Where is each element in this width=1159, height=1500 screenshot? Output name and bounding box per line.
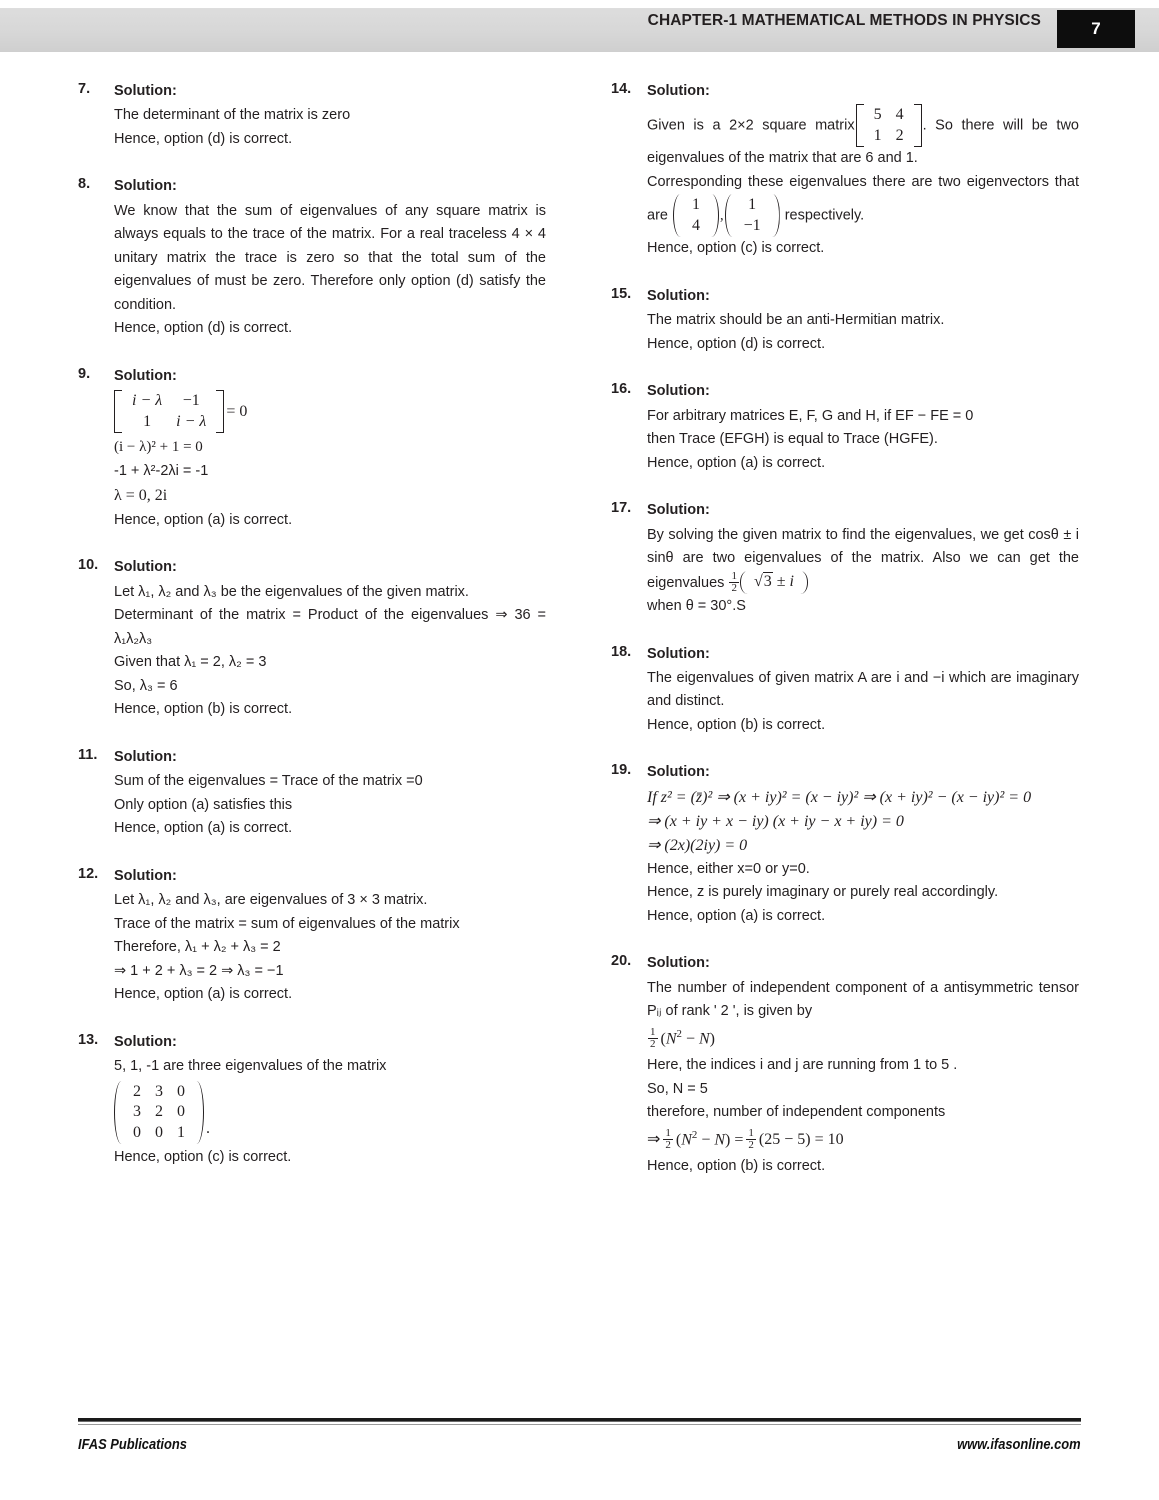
left-column [78,80,546,1194]
matrix-cell: 0 [177,1103,185,1121]
column-vector-1 [673,194,719,237]
formula-expression: $(N^2 - N)$ = [675,1128,744,1148]
solution-heading: Solution: [114,1033,177,1050]
solution-number: 13. [78,1031,99,1048]
bracket-right-icon [216,390,224,433]
solution-item-8 [78,175,546,340]
solution-line: Sum of the eigenvalues = Trace of the matrix =0 [114,773,423,790]
text-before-matrix: Given is a 2×2 square matrix [647,117,855,134]
solution-line: Hence, option (b) is correct. [647,716,826,733]
solution-item-18 [611,643,1079,738]
equation-line: Given that λ₁ = 2, λ₂ = 3 [114,654,267,671]
equation-suffix: . [206,1120,210,1138]
solution-line: The determinant of the matrix is zero [114,107,351,124]
solution-line: Hence, option (d) is correct. [647,335,826,352]
right-column [611,80,1079,1202]
equation-line: (i − λ)² + 1 = 0 [114,439,203,456]
solution-heading: Solution: [647,645,710,662]
matrix-cell: i − λ [132,392,163,410]
solution-heading: Solution: [647,502,710,519]
bracket-right-icon [914,104,922,147]
solution-paragraph: By solving the given matrix to find the eigenvalues, we get cosθ ± i sinθ are two eigenvalues of the matrix. Also we can get the eigenvalues [647,526,1079,591]
math-block-line: ⇒ (x + iy + x − iy) (x + iy − x + iy) = 0 [647,812,904,830]
solution-item-19 [611,761,1079,928]
matrix-cell: 1 [873,126,882,144]
paren-group [740,571,808,593]
solution-line: when θ = 30°.S [647,598,746,615]
solution-number: 20. [611,953,632,970]
math-block-line: If z² = (z̄)² ⇒ (x + iy)² = (x − iy)² ⇒ (x + iy)² − (x − iy)² = 0 [647,788,1032,806]
solution-item-10 [78,556,546,721]
eigenvector-paragraph [647,171,1079,237]
matrix-cell: 1 [177,1123,185,1141]
solution-heading: Solution: [114,867,177,884]
solution-heading: Solution: [647,955,710,972]
solution-body [114,865,546,1007]
solution-body [114,80,546,151]
paren-left-icon [740,571,749,593]
formula-expression: $(N^2 - N)$ [660,1027,715,1048]
solution-line: Hence, option (b) is correct. [114,701,293,718]
publisher-name: IFAS Publications [78,1436,187,1453]
matrix-cell: 0 [155,1123,163,1141]
solution-heading: Solution: [647,764,710,781]
math-block-line: ⇒ (2x)(2iy) = 0 [647,836,748,854]
solution-number: 10. [78,557,99,574]
solution-number: 8. [78,176,91,193]
paren-right-icon [195,1081,204,1144]
solution-number: 9. [78,365,91,382]
paren-right-icon [710,194,719,237]
solution-line: Hence, option (d) is correct. [114,130,293,147]
solution-body [114,746,546,841]
solution-line: The matrix should be an anti-Hermitian matrix. [647,312,945,329]
solution-heading: Solution: [114,178,177,195]
solution-number: 7. [78,81,91,97]
fraction-one-half: $\frac{1}{2}$ [731,569,737,595]
solution-number: 11. [78,746,98,763]
solution-item-15 [611,285,1079,356]
solution-number: 16. [611,381,632,398]
solution-body [647,643,1079,738]
solution-body [647,285,1079,356]
solution-heading: Solution: [114,83,177,99]
fraction-one-half: $\frac{1}{2}$ [748,1126,754,1152]
paren-left-icon [725,194,734,237]
solution-paragraph: Let λ₁, λ₂ and λ₃ be the eigenvalues of the given matrix. [114,583,469,600]
solution-line: Hence, option (a) is correct. [647,454,826,471]
solution-line: Hence, option (a) is correct. [114,511,293,528]
formula-line-2 [647,1127,1079,1153]
column-vector-2 [725,194,780,237]
solution-line: Here, the indices i and j are running from 1 to 5 . [647,1057,958,1074]
solution-body [647,499,1079,618]
solution-number: 14. [611,81,632,97]
solution-number: 19. [611,762,632,779]
matrix-cell: −1 [182,392,200,410]
solution-item-20 [611,952,1079,1178]
equation-line: For arbitrary matrices E, F, G and H, if EF − FE = 0 [647,407,974,424]
solution-body [647,380,1079,475]
solution-heading: Solution: [647,83,710,99]
solution-item-13 [78,1031,546,1170]
solution-paragraph-with-formula [647,524,1079,595]
equation-line: -1 + λ²-2λi = -1 [114,462,209,479]
bracket-left-icon [114,390,122,433]
inline-matrix-paragraph [647,104,1079,170]
solution-line: 5, 1, -1 are three eigenvalues of the matrix [114,1058,387,1075]
solution-paragraph: Hence, z is purely imaginary or purely real accordingly. [647,884,999,901]
matrix-3x3 [114,1081,204,1144]
solution-line: Hence, option (a) is correct. [647,907,826,924]
paren-left-icon [114,1081,123,1144]
solution-body [114,175,546,340]
solution-paragraph: Corresponding these eigenvalues there are two eigenvectors that are [647,173,1079,224]
page-number: 7 [1091,19,1101,38]
paren-right-icon [799,571,808,593]
matrix-cell: 1 [143,412,152,430]
solution-line: Let λ₁, λ₂ and λ₃, are eigenvalues of 3 × 3 matrix. [114,892,428,909]
solution-paragraph: Determinant of the matrix = Product of the eigenvalues ⇒ 36 = λ₁λ₂λ₃ [114,607,546,647]
matrix-cell: 3 [133,1103,141,1121]
equation-suffix: = 0 [226,402,248,420]
solution-heading: Solution: [114,367,177,384]
solution-line: Hence, option (b) is correct. [647,1157,826,1174]
formula-result: (25 − 5) = 10 [758,1130,844,1148]
matrix-cell: 2 [895,126,904,144]
equation-line: So, λ₃ = 6 [114,677,178,694]
matrix-cell: 2 [155,1103,163,1121]
solution-line: Hence, option (c) is correct. [114,1149,292,1166]
equation-line: λ = 0, 2i [114,487,168,505]
solution-line: therefore, number of independent components [647,1104,946,1121]
formula-line-1 [647,1026,1079,1052]
solution-body [647,952,1079,1178]
solution-number: 12. [78,865,99,882]
solution-number: 15. [611,285,632,302]
matrix-cell: 4 [895,106,904,124]
vector-cell: −1 [743,216,761,234]
solution-number: 17. [611,500,632,517]
solution-item-7 [78,80,546,151]
eigenvalue-formula [728,569,808,595]
vector-cell: 1 [692,196,700,214]
matrix-cell: 0 [177,1082,185,1100]
matrix-2x2 [114,390,224,433]
formula-content: √3 ± i [753,573,794,591]
solution-body [114,1031,546,1170]
solution-body [114,365,546,533]
fraction-one-half: $\frac{1}{2}$ [650,1025,656,1051]
vector-cell: 1 [748,196,757,214]
implies-icon: ⇒ [647,1130,661,1148]
solution-body [647,80,1079,261]
solution-item-11 [78,746,546,841]
footer-divider-secondary [78,1424,1081,1425]
matrix-cell: 0 [133,1123,141,1141]
solution-line: Hence, either x=0 or y=0. [647,860,810,877]
solution-paragraph: Trace of the matrix = sum of eigenvalues of the matrix [114,915,460,932]
equation-line: ⇒ 1 + 2 + λ₃ = 2 ⇒ λ₃ = −1 [114,962,284,979]
solution-item-12 [78,865,546,1007]
solution-line: Only option (a) satisfies this [114,796,293,813]
solution-line: Hence, option (a) is correct. [114,986,293,1003]
matrix-cell: 5 [873,106,882,124]
matrix-equation [114,1081,546,1144]
fraction-one-half: $\frac{1}{2}$ [665,1126,671,1152]
matrix-cell: i − λ [176,412,207,430]
chapter-title: CHAPTER-1 MATHEMATICAL METHODS IN PHYSICS [647,12,1041,29]
matrix-2x2-inline [856,104,922,147]
solution-line: So, N = 5 [647,1080,708,1097]
solution-line: Hence, option (a) is correct. [114,820,293,837]
solution-heading: Solution: [647,287,710,304]
bracket-left-icon [856,104,864,147]
paren-left-icon [673,194,682,237]
solution-line: then Trace (EFGH) is equal to Trace (HGFE). [647,431,938,448]
solution-heading: Solution: [114,559,177,576]
solution-line: Hence, option (c) is correct. [647,240,825,257]
text-after-matrix: . So there will be two eigenvalues of the matrix that are 6 and 1. [647,117,1079,167]
matrix-cell: 2 [133,1082,141,1100]
vector-cell: 4 [692,216,700,234]
vector-separator: , [720,207,724,224]
solution-heading: Solution: [647,383,710,400]
equation-line: Therefore, λ₁ + λ₂ + λ₃ = 2 [114,939,281,956]
solution-paragraph: The eigenvalues of given matrix A are i and −i which are imaginary and distinct. [647,669,1079,710]
solution-item-16 [611,380,1079,475]
solution-paragraph: The number of independent component of a antisymmetric tensor Pᵢⱼ of rank ' 2 ', is given by [647,979,1079,1020]
solution-body [647,761,1079,928]
matrix-cell: 3 [155,1082,163,1100]
solution-item-9 [78,365,546,533]
solution-item-17 [611,499,1079,618]
solution-line: Hence, option (d) is correct. [114,320,293,337]
page-footer [78,1436,1081,1453]
page-number-box [1057,10,1135,48]
solution-body [114,556,546,721]
footer-divider [78,1418,1081,1422]
solution-heading: Solution: [114,748,177,765]
matrix-equation [114,390,546,433]
solution-number: 18. [611,643,632,660]
paren-right-icon [771,194,780,237]
solution-paragraph: We know that the sum of eigenvalues of any square matrix is always equals to the trace of the matrix. For a real traceless 4 × 4 unitary matrix the trace is zero so that the total sum of the eigenvalues of must be zero. Therefore only option (d) satisfy the condition. [114,202,546,313]
website-url: www.ifasonline.com [957,1436,1081,1453]
text-after-vectors: respectively. [784,207,865,224]
solution-item-14 [611,80,1079,261]
